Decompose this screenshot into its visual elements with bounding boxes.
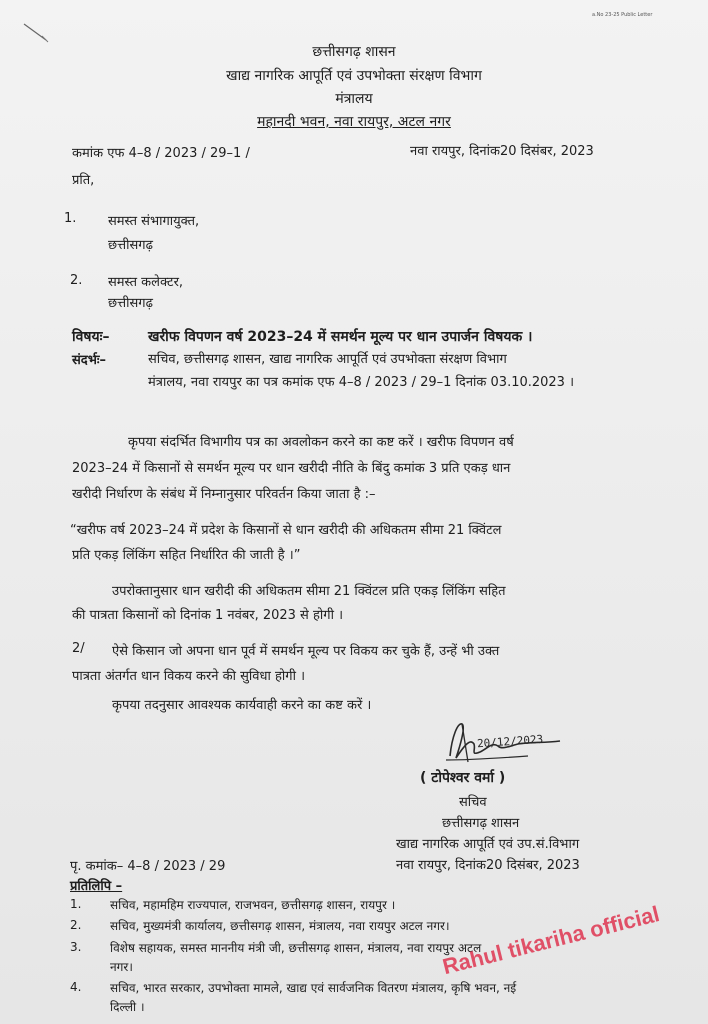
copy-item-line: नगर। [110, 960, 133, 974]
copy-item-number: 4. [70, 980, 82, 994]
body-line: की पात्रता किसानों को दिनांक 1 नवंबर, 2023 से होगी । [72, 608, 343, 623]
corner-note: a.No 23-25 Public Letter [592, 12, 653, 18]
reference-line: सचिव, छत्तीसगढ़ शासन, खाद्य नागरिक आपूर्ति एवं उपभोक्ता संरक्षण विभाग [148, 352, 507, 367]
copy-item-line: सचिव, महामहिम राज्यपाल, राजभवन, छत्तीसगढ़ शासन, रायपुर । [110, 898, 396, 912]
recipient-number: 2. [70, 273, 83, 288]
body-line: पात्रता अंतर्गत धान विकय करने की सुविधा होगी । [72, 669, 306, 684]
quote-line: प्रति एकड़ लिंकिंग सहित निर्धारित की जाती है ।” [72, 548, 301, 563]
header-ministry: मंत्रालय [335, 91, 373, 107]
to-label: प्रति, [72, 173, 95, 188]
signatory-place-date: नवा रायपुर, दिनांक20 दिसंबर, 2023 [396, 858, 580, 873]
recipient-title: समस्त संभागायुक्त, [108, 214, 200, 229]
copy-item-number: 3. [70, 940, 82, 954]
watermark-text: Rahul tikariha official [440, 901, 662, 980]
signatory-name: ( टोपेश्वर वर्मा ) [420, 770, 506, 786]
closing-line: कृपया तदनुसार आवश्यक कार्यवाही करने का कष्ट करें । [112, 698, 372, 713]
reference-label: संदर्भः– [72, 353, 106, 368]
recipient-place: छत्तीसगढ़ [108, 296, 153, 311]
scan-mark-icon [22, 20, 52, 44]
quote-line: “खरीफ वर्ष 2023–24 में प्रदेश के किसानों से धान खरीदी की अधिकतम सीमा 21 क्विंटल [70, 523, 502, 538]
recipient-place: छत्तीसगढ़ [108, 238, 153, 253]
signatory-designation: सचिव [459, 795, 487, 810]
header-address: महानदी भवन, नवा रायपुर, अटल नगर [257, 114, 451, 130]
body-line: ऐसे किसान जो अपना धान पूर्व में समर्थन मूल्य पर विकय कर चुके हैं, उन्हें भी उक्त [112, 644, 500, 659]
letter-number: कमांक एफ 4–8 / 2023 / 29–1 / [72, 146, 250, 161]
signatory-government: छत्तीसगढ़ शासन [442, 816, 520, 831]
recipient-number: 1. [64, 211, 77, 226]
letter-place-date: नवा रायपुर, दिनांक20 दिसंबर, 2023 [410, 144, 594, 159]
body-line: 2023–24 में किसानों से समर्थन मूल्य पर धान खरीदी नीति के बिंदु कमांक 3 प्रति एकड़ धान [72, 461, 511, 476]
copy-item-line: विशेष सहायक, समस्त माननीय मंत्री जी, छत्तीसगढ़ शासन, मंत्रालय, नवा रायपुर अटल [110, 941, 482, 955]
subject-label: विषयः– [72, 329, 110, 345]
signature-date: 20/12/2023 [476, 732, 544, 751]
body-line: उपरोक्तानुसार धान खरीदी की अधिकतम सीमा 21 क्विंटल प्रति एकड़ लिंकिंग सहित [112, 584, 506, 599]
header-government: छत्तीसगढ़ शासन [312, 44, 396, 60]
endorsement-number: पृ. कमांक– 4–8 / 2023 / 29 [70, 859, 226, 874]
copy-item-number: 2. [70, 918, 82, 932]
copy-label: प्रतिलिपि – [70, 879, 123, 894]
header-department: खाद्य नागरिक आपूर्ति एवं उपभोक्ता संरक्षण विभाग [226, 68, 482, 84]
signatory-department: खाद्य नागरिक आपूर्ति एवं उप.सं.विभाग [396, 837, 580, 852]
copy-item-line: सचिव, भारत सरकार, उपभोक्ता मामले, खाद्य एवं सार्वजनिक वितरण मंत्रालय, कृषि भवन, नई [110, 981, 517, 995]
body-line: कृपया संदर्भित विभागीय पत्र का अवलोकन करने का कष्ट करें । खरीफ विपणन वर्ष [128, 435, 514, 450]
copy-item-number: 1. [70, 897, 82, 911]
copy-item-line: दिल्ली । [110, 1000, 145, 1014]
subject-text: खरीफ विपणन वर्ष 2023–24 में समर्थन मूल्य पर धान उपार्जन विषयक । [148, 329, 533, 345]
body-line: खरीदी निर्धारण के संबंध में निम्नानुसार परिवर्तन किया जाता है :– [72, 487, 376, 502]
recipient-title: समस्त कलेक्टर, [108, 275, 184, 290]
copy-item-line: सचिव, मुख्यमंत्री कार्यालय, छत्तीसगढ़ शासन, मंत्रालय, नवा रायपुर अटल नगर। [110, 919, 450, 933]
para-number: 2/ [72, 641, 85, 656]
reference-line: मंत्रालय, नवा रायपुर का पत्र कमांक एफ 4–8 / 2023 / 29–1 दिनांक 03.10.2023 । [148, 375, 575, 390]
